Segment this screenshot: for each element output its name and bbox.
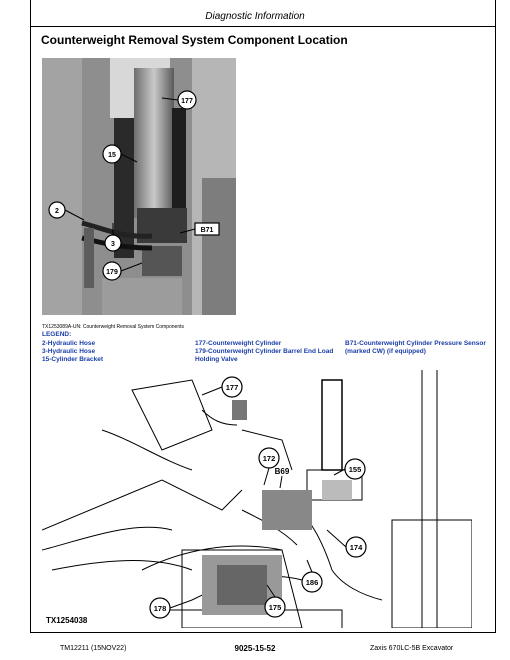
callout-177: 177 bbox=[181, 98, 193, 105]
legend-column-1 bbox=[42, 340, 103, 364]
callout-172: 172 bbox=[262, 454, 276, 463]
callout-2: 2 bbox=[55, 208, 59, 215]
legend-title: LEGEND: bbox=[42, 331, 72, 338]
callout-175: 175 bbox=[268, 603, 282, 612]
figure2-id: TX1254038 bbox=[46, 616, 88, 625]
callout-179: 179 bbox=[106, 269, 118, 276]
callout-b69: B69 bbox=[274, 467, 290, 476]
legend-column-2 bbox=[195, 340, 333, 364]
footer-model: Zaxis 670LC-5B Excavator bbox=[370, 645, 454, 652]
callout-155: 155 bbox=[348, 465, 362, 474]
legend-item: 179-Counterweight Cylinder Barrel End Load bbox=[195, 348, 334, 355]
legend-item: B71-Counterweight Cylinder Pressure Sensor bbox=[345, 340, 486, 347]
callout-186: 186 bbox=[305, 578, 319, 587]
page-header: Diagnostic Information bbox=[205, 11, 305, 22]
legend-item: 3-Hydraulic Hose bbox=[42, 348, 96, 355]
callout-15: 15 bbox=[108, 152, 116, 159]
callout-177: 177 bbox=[225, 383, 239, 392]
callout-3: 3 bbox=[111, 241, 115, 248]
footer-manual-id: TM12211 (15NOV22) bbox=[60, 645, 127, 652]
legend-item: 15-Cylinder Bracket bbox=[42, 356, 104, 363]
section-title: Counterweight Removal System Component Location bbox=[41, 33, 348, 47]
legend-item: 2-Hydraulic Hose bbox=[42, 340, 96, 347]
callout-b71: B71 bbox=[200, 227, 214, 234]
legend-column-3 bbox=[345, 340, 486, 356]
legend-item: (marked CW) (if equipped) bbox=[345, 348, 426, 355]
legend-item: Holding Valve bbox=[195, 356, 238, 363]
figure1-caption: TX1253089A-UN: Counterweight Removal System Components bbox=[42, 324, 185, 330]
callout-174: 174 bbox=[349, 543, 363, 552]
callout-178: 178 bbox=[153, 604, 167, 613]
footer-page-number: 9025-15-52 bbox=[234, 644, 276, 653]
component-photo-1 bbox=[42, 58, 236, 315]
component-drawing-2 bbox=[42, 370, 472, 628]
legend-item: 177-Counterweight Cylinder bbox=[195, 340, 282, 347]
